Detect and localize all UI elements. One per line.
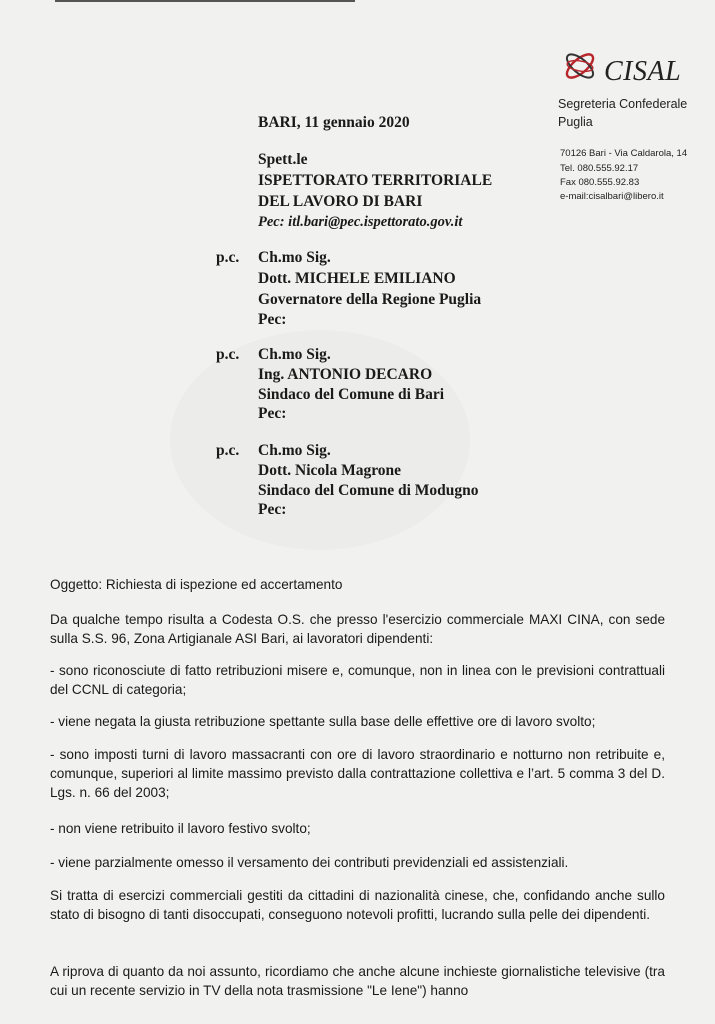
body-paragraph: Si tratta di esercizi commerciali gestiti da cittadini di nazionalità cinese, che, confidando anche sullo stato di bisogno di tanti disoccupati, conseguono notevoli profitti, lucrando sulla pelle dei dipendenti. bbox=[50, 888, 665, 922]
recipient-name-1: ISPETTORATO TERRITORIALE bbox=[258, 172, 493, 189]
org-address: 70126 Bari - Via Caldarola, 14 bbox=[560, 148, 688, 159]
cc-prefix: p.c. bbox=[216, 249, 240, 266]
cc-name: Dott. MICHELE EMILIANO bbox=[258, 270, 456, 287]
body-item: - viene negata la giusta retribuzione spettante sulla base delle effettive ore di lavoro svolto; bbox=[50, 714, 596, 729]
org-fax: Fax 080.555.92.83 bbox=[560, 177, 640, 188]
cc-name: Ing. ANTONIO DECARO bbox=[258, 366, 433, 383]
cc-salutation: Ch.mo Sig. bbox=[258, 249, 331, 266]
org-email: e-mail:cisalbari@libero.it bbox=[560, 191, 664, 202]
body-item: - non viene retribuito il lavoro festivo svolto; bbox=[50, 821, 311, 836]
cc-salutation: Ch.mo Sig. bbox=[258, 442, 331, 459]
org-tel: Tel. 080.555.92.17 bbox=[560, 163, 639, 174]
cc-name: Dott. Nicola Magrone bbox=[258, 462, 402, 479]
top-edge-line bbox=[55, 0, 355, 2]
logo-text: CISAL bbox=[604, 56, 682, 87]
cc-prefix: p.c. bbox=[216, 442, 240, 459]
body-item: - viene parzialmente omesso il versamento dei contributi previdenziali ed assistenziali. bbox=[50, 855, 569, 870]
cc-role: Sindaco del Comune di Bari bbox=[258, 386, 445, 403]
cc-pec: Pec: bbox=[258, 501, 287, 518]
cc-role: Governatore della Regione Puglia bbox=[258, 291, 482, 308]
body-item: - sono imposti turni di lavoro massacranti con ore di lavoro straordinario e notturno non retribuite e, comunque, superiori al limite massimo previsto dalla contrattazione collettiva e l’art. 5 comma 3 del D. Lgs. n. 66 del 2003; bbox=[50, 747, 665, 800]
letter-date: BARI, 11 gennaio 2020 bbox=[258, 114, 410, 131]
body-intro: Da qualche tempo risulta a Codesta O.S. che presso l'esercizio commerciale MAXI CINA, con sede sulla S.S. 96, Zona Artigianale ASI Bari, ai lavoratori dipendenti: bbox=[50, 612, 665, 646]
org-line-2: Puglia bbox=[558, 115, 593, 129]
cisal-logo bbox=[560, 42, 710, 92]
recipient-salutation: Spett.le bbox=[258, 151, 308, 168]
body-item: - sono riconosciute di fatto retribuzioni misere e, comunque, non in linea con le previsioni contrattuali del CCNL di categoria; bbox=[50, 663, 665, 697]
org-line-1: Segreteria Confederale bbox=[558, 97, 688, 111]
cc-prefix: p.c. bbox=[216, 346, 240, 363]
recipient-name-2: DEL LAVORO DI BARI bbox=[258, 193, 423, 210]
letter-subject: Oggetto: Richiesta di ispezione ed accertamento bbox=[50, 577, 343, 592]
cc-pec: Pec: bbox=[258, 405, 287, 422]
cc-salutation: Ch.mo Sig. bbox=[258, 346, 331, 363]
body-paragraph: A riprova di quanto da noi assunto, ricordiamo che anche alcune inchieste giornalistiche televisive (tra cui un recente servizio in TV della nota trasmissione "Le Iene") hanno bbox=[50, 964, 665, 998]
recipient-pec: Pec: itl.bari@pec.ispettorato.gov.it bbox=[258, 214, 463, 230]
cisal-logo-icon bbox=[560, 42, 604, 88]
cc-role: Sindaco del Comune di Modugno bbox=[258, 482, 479, 499]
cc-pec: Pec: bbox=[258, 311, 287, 328]
